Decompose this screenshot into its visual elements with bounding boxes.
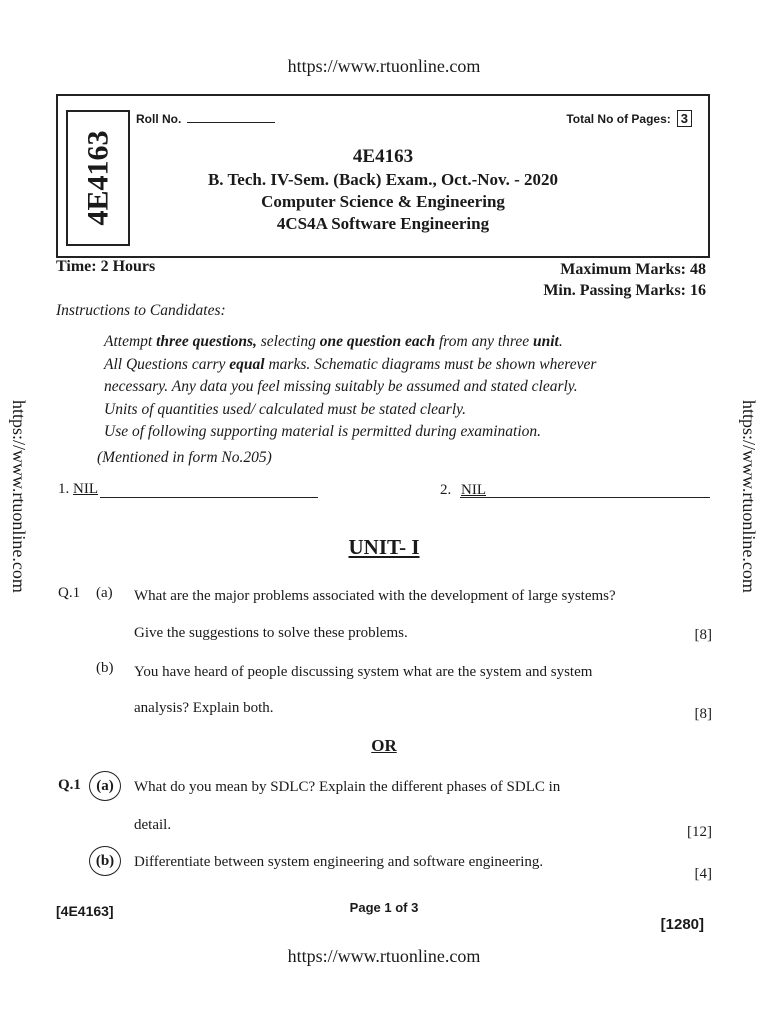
question-marks: [4]	[694, 866, 712, 882]
question-number: Q.1	[58, 777, 81, 793]
question-number: Q.1	[58, 585, 81, 601]
site-url-right: https://www.rtuonline.com	[739, 400, 759, 593]
or-divider: OR	[371, 736, 397, 755]
question-part-label: (b)	[96, 660, 114, 676]
question-part-circled: (a)	[89, 771, 121, 801]
instructions-heading: Instructions to Candidates:	[56, 302, 226, 319]
roll-label: Roll No.	[136, 112, 182, 126]
branch-name: Computer Science & Engineering	[261, 192, 505, 211]
instruction-line: Attempt three questions, selecting one question each from any three unit.	[104, 333, 563, 350]
site-url-left: https://www.rtuonline.com	[9, 400, 29, 593]
question-marks: [12]	[687, 824, 712, 840]
form-mention: (Mentioned in form No.205)	[97, 449, 272, 466]
paper-code-vertical: 4E4163	[81, 130, 115, 226]
site-url-top: https://www.rtuonline.com	[287, 56, 481, 76]
question-text: You have heard of people discussing system what are the system and system	[134, 664, 593, 680]
material-2: 2. NIL	[440, 482, 486, 498]
question-part-label: (a)	[96, 585, 113, 601]
question-text: Give the suggestions to solve these problems.	[134, 625, 408, 641]
instruction-line: Units of quantities used/ calculated must be stated clearly.	[104, 400, 467, 418]
question-text: Differentiate between system engineering and software engineering.	[134, 854, 544, 870]
material-1-line	[100, 497, 318, 498]
footer-paper-code: [4E4163]	[56, 903, 114, 919]
question-text: analysis? Explain both.	[134, 700, 274, 716]
question-text: detail.	[134, 817, 172, 833]
instruction-line: Use of following supporting material is permitted during examination.	[104, 423, 542, 440]
material-2-line	[460, 497, 710, 498]
subject-name: 4CS4A Software Engineering	[276, 214, 490, 233]
instruction-line: necessary. Any data you feel missing suitably be assumed and stated clearly.	[104, 378, 578, 395]
site-url-bottom: https://www.rtuonline.com	[287, 946, 481, 966]
unit-title: UNIT- I	[348, 535, 420, 559]
title-code: 4E4163	[352, 146, 414, 167]
pages-label: Total No of Pages:	[566, 112, 671, 126]
pages-value: 3	[677, 110, 692, 127]
question-marks: [8]	[694, 627, 712, 643]
question-text: What do you mean by SDLC? Explain the different phases of SDLC in	[134, 779, 561, 795]
question-part-circled: (b)	[89, 846, 121, 876]
question-text: What are the major problems associated with the development of large systems?	[134, 588, 616, 604]
exam-name: B. Tech. IV-Sem. (Back) Exam., Oct.-Nov. - 2020	[207, 170, 559, 189]
roll-blank	[187, 112, 275, 123]
exam-time: Time: 2 Hours	[56, 258, 156, 275]
footer-serial: [1280]	[660, 916, 704, 933]
total-pages	[566, 110, 692, 127]
question-marks: [8]	[694, 706, 712, 722]
material-1: 1. NIL	[58, 481, 98, 497]
roll-number	[136, 112, 275, 126]
instructions-body	[104, 331, 710, 444]
exam-header-box	[56, 94, 710, 258]
maximum-marks: Maximum Marks: 48	[560, 261, 706, 278]
footer-page-number: Page 1 of 3	[349, 900, 419, 915]
min-passing-marks: Min. Passing Marks: 16	[543, 282, 706, 299]
instruction-line: All Questions carry equal marks. Schematic diagrams must be shown wherever	[104, 355, 597, 373]
